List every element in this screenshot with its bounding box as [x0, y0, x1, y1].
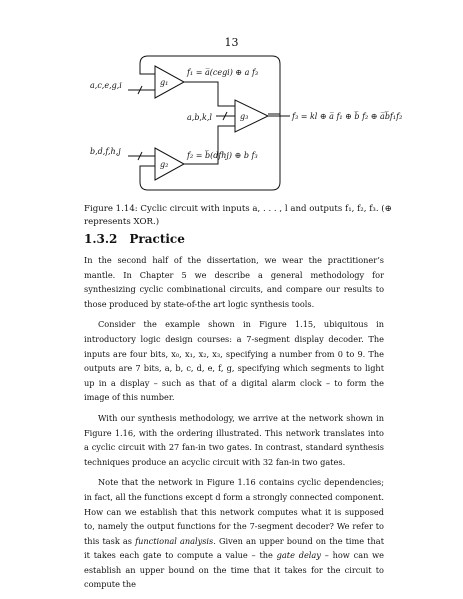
- section-number: 1.3.2: [84, 232, 118, 246]
- cyclic-circuit-figure: [90, 50, 403, 200]
- paragraph-4-text-b: . Given an upper bound on the time that it takes each gate to compute a value – the: [84, 535, 384, 561]
- figure-caption: Figure 1.14: Cyclic circuit with inputs a, . . . , l and outputs f₁, f₂, f₃. (⊕ represents XOR.): [84, 204, 392, 227]
- label-gate-g2: g₂: [160, 160, 169, 169]
- term-functional-analysis: functional analysis: [135, 535, 214, 546]
- page-number: 13: [224, 36, 239, 49]
- section-title: Practice: [129, 232, 185, 246]
- paragraph-4-text-a: Note that the network in Figure 1.16 contains cyclic dependencies; in fact, all the functions except d form a strongly connected component. How can we establish that this network computes what it is supposed to, namely the output functions for the 7-segment decoder? We refer to this task as: [84, 477, 384, 546]
- label-gate-g3: g₃: [240, 112, 249, 121]
- circuit-diagram: [90, 50, 403, 200]
- paragraph-3: With our synthesis methodology, we arrive at the network shown in Figure 1.16, with the ordering illustrated. This network translates into a cyclic circuit with 27 fan-in two gates. In contrast, standard synthesis techniques produce an acyclic circuit with 32 fan-in two gates.: [84, 412, 384, 467]
- label-inputs-b: b,d,f,h,j: [90, 147, 121, 156]
- paragraph-4: [84, 475, 384, 592]
- paragraph-2: Consider the example shown in Figure 1.15, ubiquitous in introductory logic design courses: a 7-segment display decoder. The inputs are four bits, x₀, x₁, x₂, x₃, specifying a number from 0 to 9. The outputs are 7 bits, a, b, c, d, e, f, g, specifying which segments to light up in a display – such as that of a digital alarm clock – to form the image of this number.: [84, 319, 384, 403]
- equation-f2: f₂ = b̅(dfhj) ⊕ b f₃: [187, 151, 258, 160]
- equation-f3: f₃ = kl ⊕ a̅ f₁ ⊕ b̅ f₂ ⊕ a̅b̅f₁f₂: [292, 112, 403, 121]
- term-gate-delay: gate delay: [276, 550, 321, 561]
- wire-g1-g3: [184, 82, 235, 106]
- equation-f1: f₁ = a̅(cegi) ⊕ a f₃: [187, 68, 259, 77]
- paragraph-1: In the second half of the dissertation, we wear the practitioner’s mantle. In Chapter 5 we describe a general methodology for synthesizing cyclic combinational circuits, and compare our results to those produced by state-of-the art logic synthesis tools.: [84, 255, 384, 309]
- section-heading: [84, 232, 197, 246]
- paragraph-4-text-c: – how can we establish an upper bound on the time that it takes for the circuit to compute the: [84, 550, 384, 590]
- label-inputs-c: a,b,k,l: [187, 113, 212, 122]
- body-text: [84, 253, 384, 598]
- label-gate-g1: g₁: [160, 78, 169, 87]
- label-inputs-a: a,c,e,g,i: [90, 81, 122, 90]
